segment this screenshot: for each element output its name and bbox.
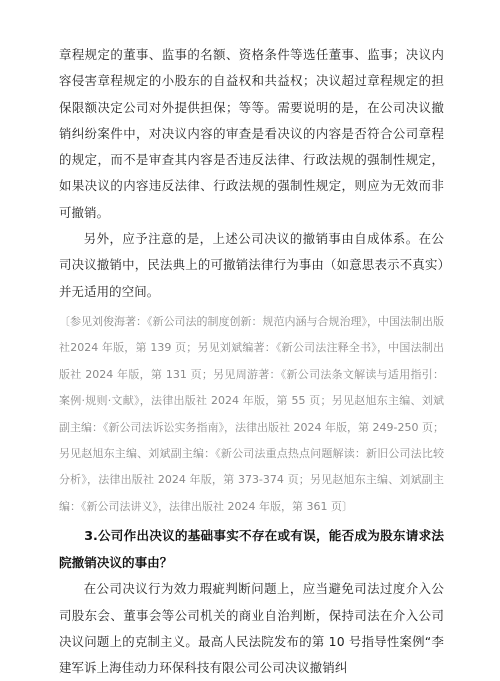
body-paragraph: 在公司决议行为效力瑕疵判断问题上，应当避免司法过度介入公司股东会、董事会等公司机关的商业自治判断，保持司法在介入公司决议问题上的克制主义。最高人民法院发布的第 10 号指导性案例“李建军诉上海佳动力环保科技有限公司公司决议撤销纠	[59, 581, 444, 676]
document-page	[59, 42, 444, 681]
body-paragraph: 另外，应予注意的是，上述公司决议的撤销事由自成体系。在公司决议撤销中，民法典上的可撤销法律行为事由（如意思表示不真实）并无适用的空间。	[59, 231, 444, 299]
section-heading: 3.公司作出决议的基础事实不存在或有误，能否成为股东请求法院撤销决议的事由？	[59, 528, 444, 570]
body-paragraph: 章程规定的董事、监事的名额、资格条件等选任董事、监事；决议内容侵害章程规定的小股东的自益权和共益权；决议超过章程规定的担保限额决定公司对外提供担保；等等。需要说明的是，在公司决议撤销纠纷案件中，对决议内容的审查是看决议的内容是否符合公司章程的规定，而不是审查其内容是否违反法律、行政法规的强制性规定，如果决议的内容违反法律、行政法规的强制性规定，则应为无效而非可撤销。	[59, 47, 444, 220]
reference-note: 〔参见刘俊海著：《新公司法的制度创新：规范内涵与合规治理》，中国法制出版社2024 年版，第 139 页；另见刘斌编著：《新公司法注释全书》，中国法制出版社 2024 年版，第 131 页；另见周游著：《新公司法条文解读与适用指引：案例·规则·文献》，法律出版社 2024 年版，第 55 页；另见赵旭东主编、刘斌副主编：《新公司法诉讼实务指南》，法律出版社 2024 年版，第 249-250 页；另见赵旭东主编、刘斌副主编：《新公司法重点热点问题解读：新旧公司法比较分析》，法律出版社 2024 年版，第 373-374 页；另见赵旭东主编、刘斌副主编：《新公司法讲义》，法律出版社 2024 年版，第 361 页〕	[59, 314, 444, 513]
